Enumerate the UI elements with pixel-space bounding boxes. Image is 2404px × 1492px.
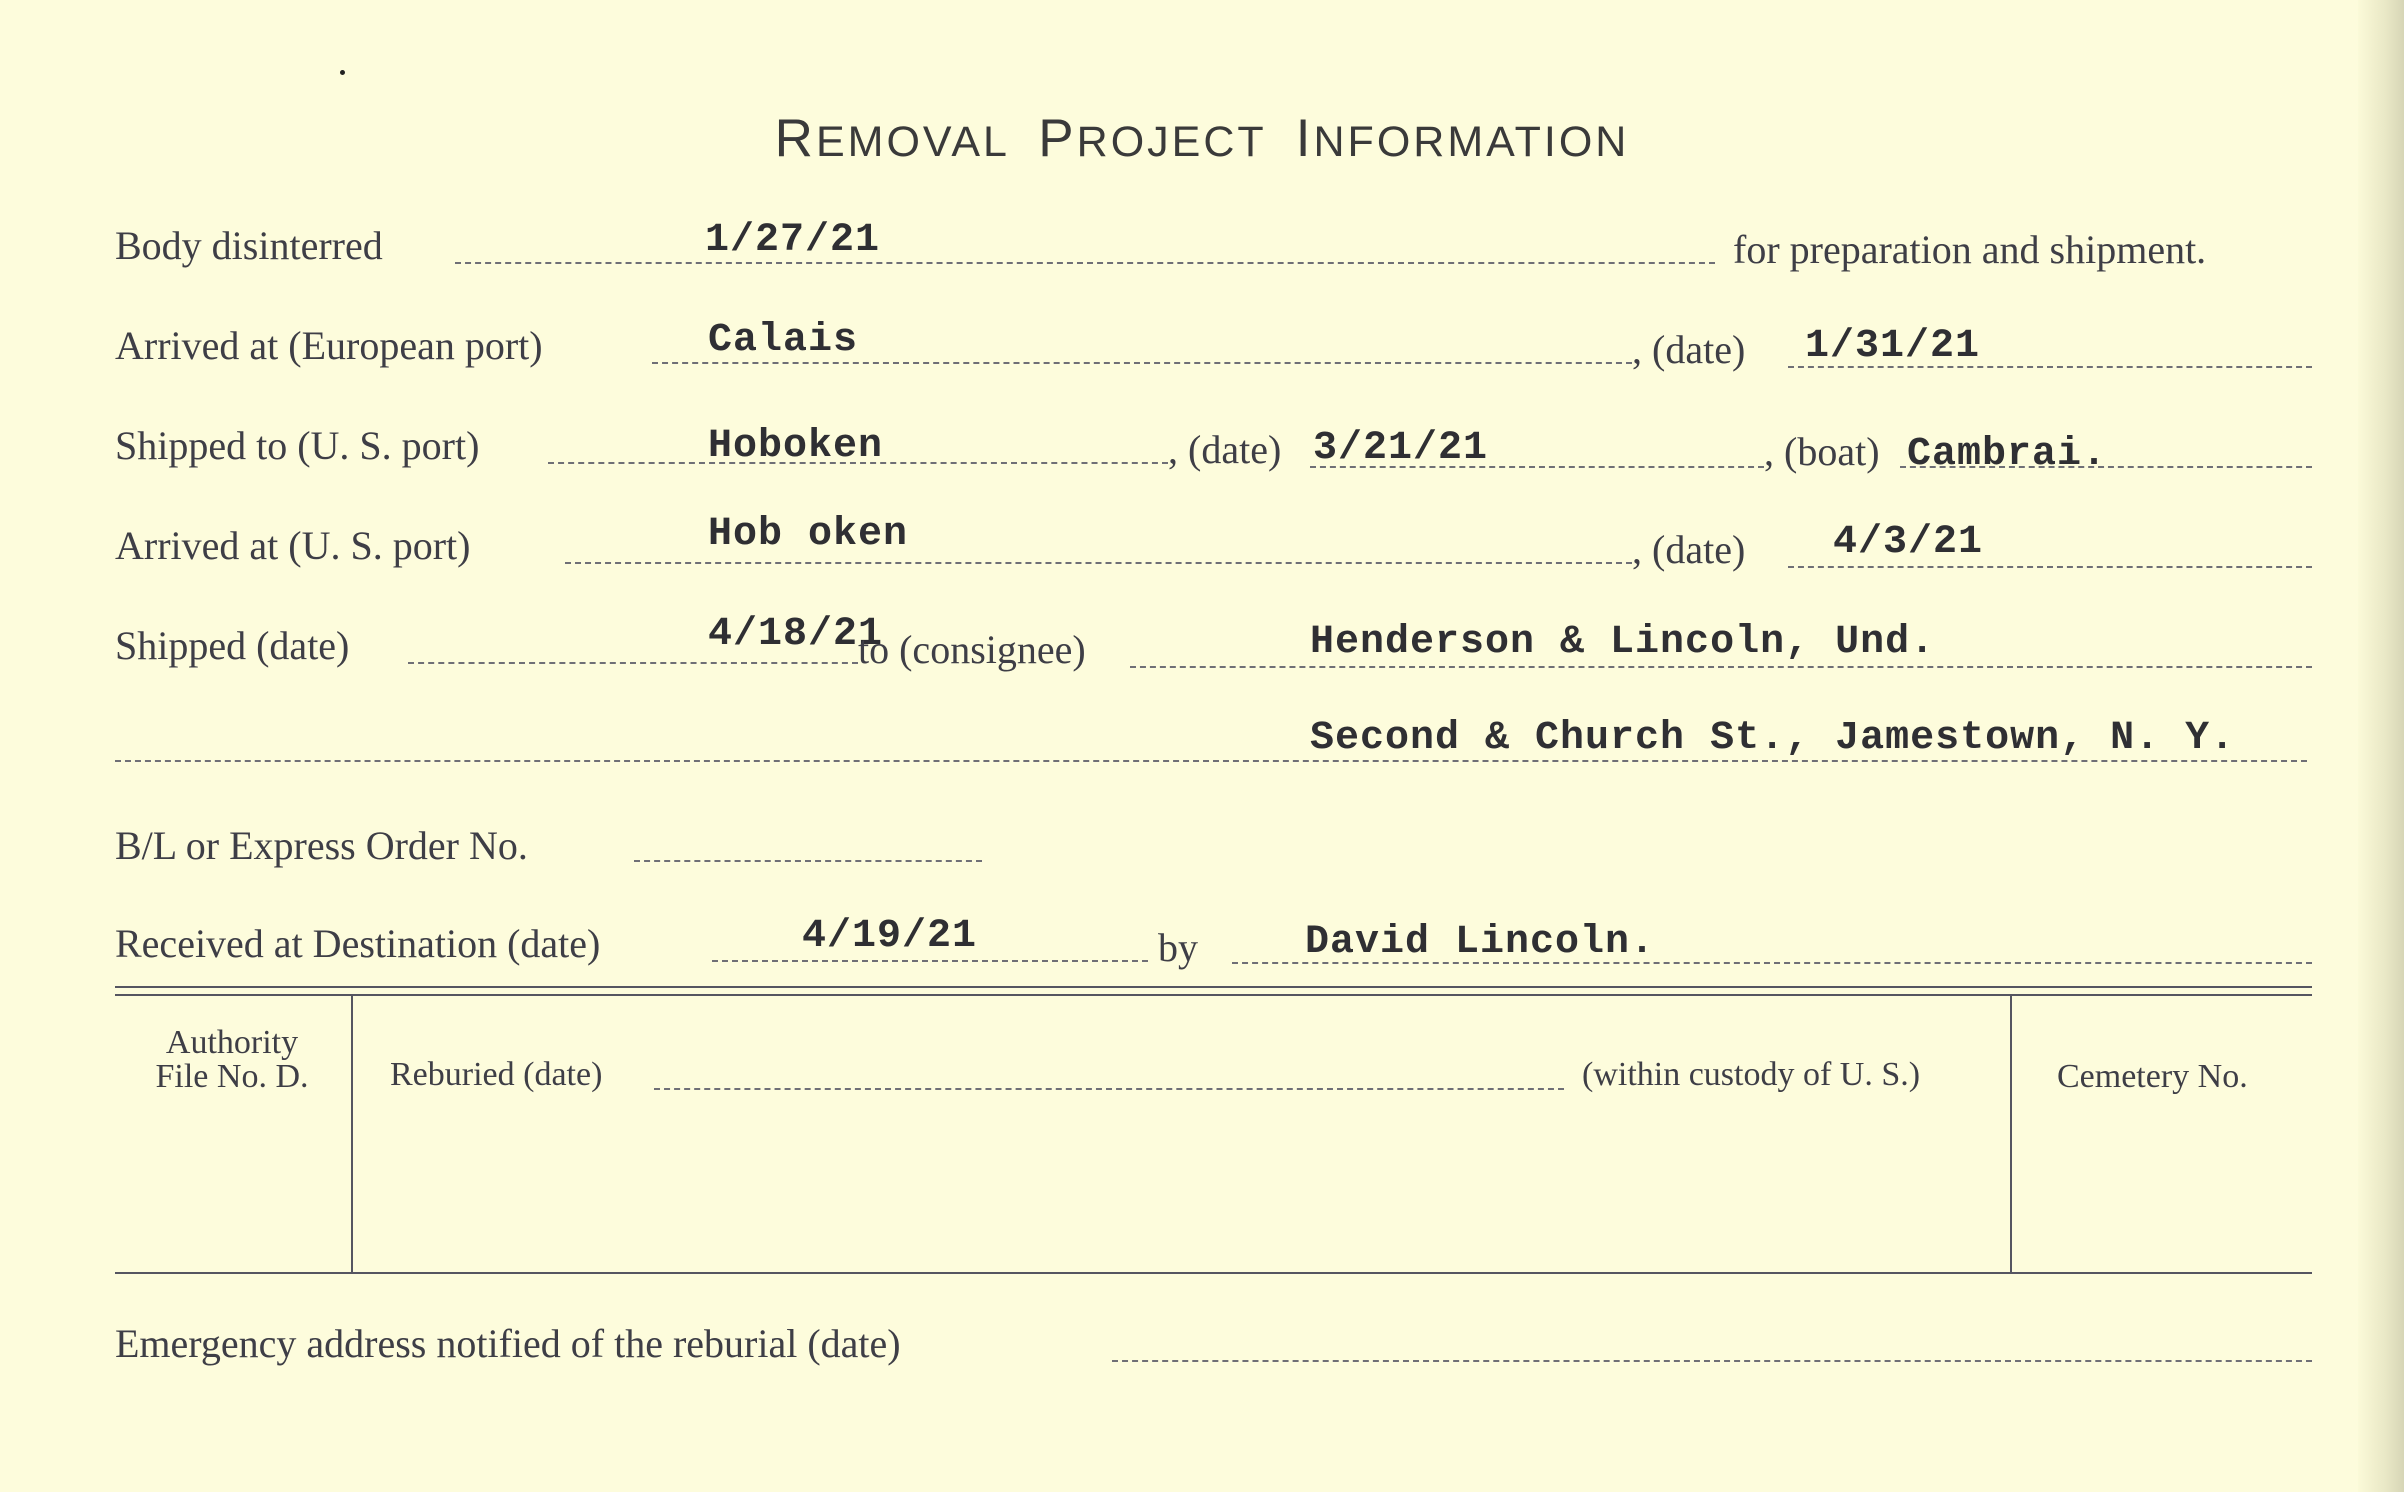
arrived-us-label: Arrived at (U. S. port) bbox=[115, 523, 471, 568]
emergency-line bbox=[1112, 1360, 2312, 1362]
box-bottom-rule bbox=[115, 1272, 2312, 1274]
ink-speck bbox=[340, 70, 345, 75]
box-top-rule-2 bbox=[115, 994, 2312, 996]
arrived-us-date-label: , (date) bbox=[1632, 527, 1746, 572]
body-disinterred-value: 1/27/21 bbox=[705, 218, 881, 263]
shipped-us-date-label: , (date) bbox=[1168, 427, 1282, 472]
emergency-label: Emergency address notified of the reburial (date) bbox=[115, 1321, 901, 1366]
bl-order-label: B/L or Express Order No. bbox=[115, 823, 528, 868]
received-date-value: 4/19/21 bbox=[802, 914, 978, 959]
authority-label: Authority bbox=[165, 1024, 299, 1061]
arrived-european-label: Arrived at (European port) bbox=[115, 323, 543, 368]
file-no-label: File No. D. bbox=[155, 1058, 309, 1095]
card-title bbox=[0, 108, 2404, 169]
shipped-date-label: Shipped (date) bbox=[115, 623, 350, 668]
received-label: Received at Destination (date) bbox=[115, 921, 601, 966]
arrived-european-value: Calais bbox=[708, 318, 859, 363]
title-text: REMOVAL PROJECT INFORMATION bbox=[774, 109, 1630, 168]
boat-label: , (boat) bbox=[1764, 429, 1880, 474]
body-disinterred-label: Body disinterred bbox=[115, 223, 383, 268]
arrived-us-line bbox=[565, 562, 1632, 564]
arrived-us-value: Hob oken bbox=[708, 512, 909, 557]
preparation-shipment-text: for preparation and shipment. bbox=[1733, 227, 2207, 272]
consignee-label: to (consignee) bbox=[858, 627, 1086, 672]
shipped-us-date-value: 3/21/21 bbox=[1313, 426, 1489, 471]
shipped-us-value: Hoboken bbox=[708, 424, 884, 469]
consignee-name: Henderson & Lincoln, Und. bbox=[1310, 620, 1936, 665]
reburied-line bbox=[654, 1088, 1564, 1090]
arrived-us-date-line bbox=[1788, 566, 2312, 568]
arrived-european-date-label: , (date) bbox=[1632, 327, 1746, 372]
shipped-date-line bbox=[408, 662, 858, 664]
arrived-us-date-value: 4/3/21 bbox=[1833, 520, 1984, 565]
shipped-us-label: Shipped to (U. S. port) bbox=[115, 423, 480, 468]
consignee-address: Second & Church St., Jamestown, N. Y. bbox=[1310, 716, 2236, 761]
consignee-line bbox=[1130, 666, 2312, 668]
cemetery-no-label: Cemetery No. bbox=[2057, 1058, 2248, 1095]
shipped-date-value: 4/18/21 bbox=[708, 612, 884, 657]
boat-value: Cambrai. bbox=[1907, 432, 2108, 477]
received-by-label: by bbox=[1158, 925, 1198, 970]
box-divider-right bbox=[2010, 996, 2012, 1272]
body-disinterred-line bbox=[455, 262, 1715, 264]
custody-label: (within custody of U. S.) bbox=[1582, 1056, 1921, 1093]
received-by-value: David Lincoln. bbox=[1305, 920, 1656, 965]
received-date-line bbox=[712, 960, 1148, 962]
box-top-rule-1 bbox=[115, 986, 2312, 988]
authority-file-label bbox=[112, 1026, 352, 1094]
arrived-european-date-value: 1/31/21 bbox=[1805, 324, 1981, 369]
bl-order-line bbox=[634, 860, 982, 862]
reburied-label: Reburied (date) bbox=[390, 1056, 603, 1093]
